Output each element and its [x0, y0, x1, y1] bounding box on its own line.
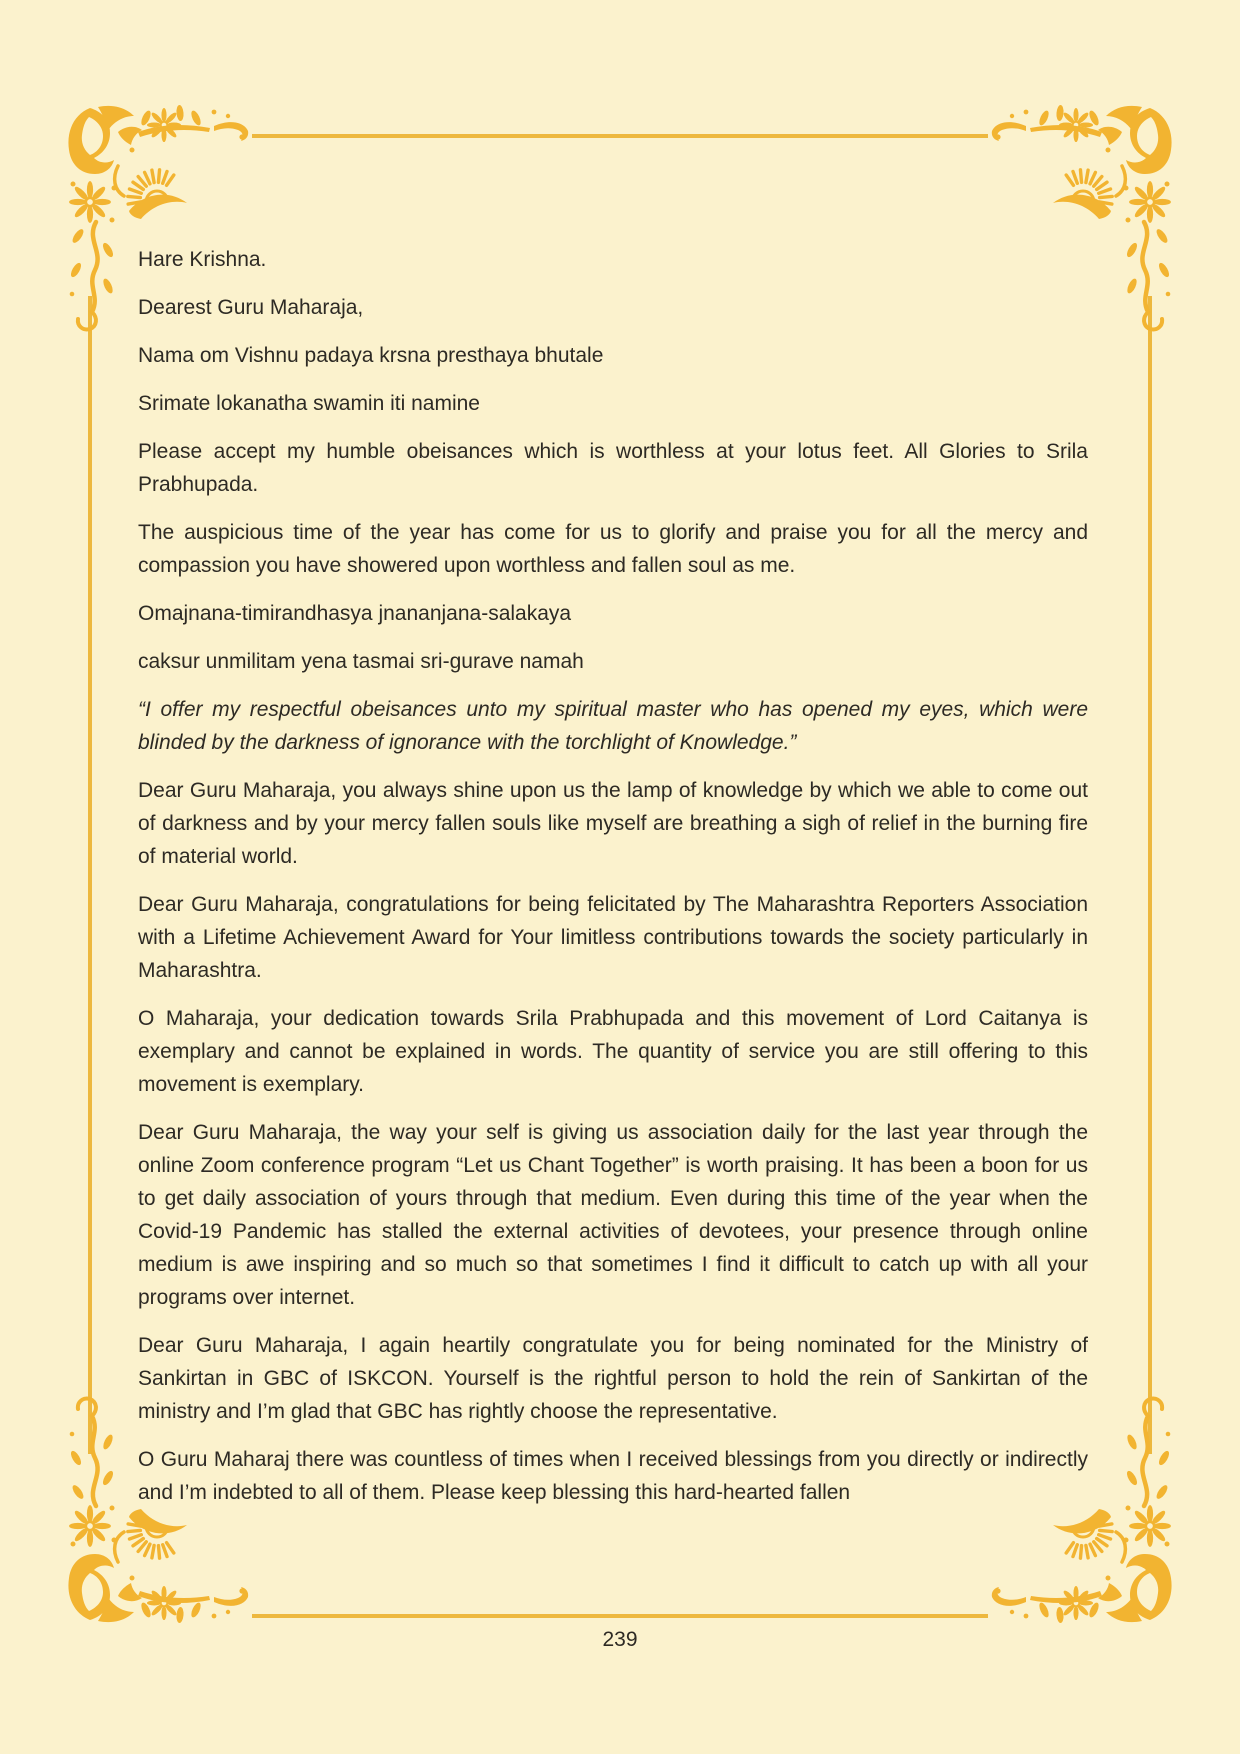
- paragraph-sankirtan-ministry: Dear Guru Maharaja, I again heartily congratulate you for being nominated for the Ministry of Sankirtan in GBC of ISKCON. Yourself is the rightful person to hold the rein of Sankirtan of the ministry and I’m glad that GBC has rightly choose the representative.: [138, 1334, 1088, 1423]
- paragraph-sloka-line-1: Omajnana-timirandhasya jnananjana-salakaya: [138, 602, 572, 625]
- page-number: 239: [602, 1628, 638, 1651]
- border-line-left: [88, 296, 92, 1454]
- paragraph-sloka-translation: “I offer my respectful obeisances unto my spiritual master who has opened my eyes, which were blinded by the darkness of ignorance with the torchlight of Knowledge.”: [138, 698, 1088, 754]
- paragraph-obeisances: Please accept my humble obeisances which is worthless at your lotus feet. All Glories to Srila Prabhupada.: [138, 440, 1088, 496]
- paragraph-zoom-program: Dear Guru Maharaja, the way your self is giving us association daily for the last year through the online Zoom conference program “Let us Chant Together” is worth praising. It has been a boon for us to get daily association of yours through that medium. Even during this time of the year when the Covid-19 Pandemic has stalled the external activities of devotees, your presence through online medium is awe inspiring and so much so that sometimes I find it difficult to catch up with all your programs over internet.: [138, 1121, 1088, 1309]
- letter-body: [138, 243, 1088, 1524]
- paragraph-lifetime-achievement: Dear Guru Maharaja, congratulations for being felicitated by The Maharashtra Reporters Association with a Lifetime Achievement Award for Your limitless contributions towards the society particularly in Maharashtra.: [138, 893, 1088, 982]
- paragraph-addressee: Dearest Guru Maharaja,: [138, 296, 364, 319]
- paragraph-salutation: Hare Krishna.: [138, 248, 267, 271]
- border-line-bottom: [252, 1614, 988, 1618]
- paragraph-pranam-mantra-line-1: Nama om Vishnu padaya krsna presthaya bhutale: [138, 344, 604, 367]
- paragraph-dedication: O Maharaja, your dedication towards Srila Prabhupada and this movement of Lord Caitanya is exemplary and cannot be explained in words. The quantity of service you are still offering to this movement is exemplary.: [138, 1007, 1088, 1096]
- paragraph-auspicious-time: The auspicious time of the year has come for us to glorify and praise you for all the mercy and compassion you have showered upon worthless and fallen soul as me.: [138, 521, 1088, 577]
- border-line-right: [1148, 296, 1152, 1454]
- paragraph-sloka-line-2: caksur unmilitam yena tasmai sri-gurave namah: [138, 650, 584, 673]
- paragraph-pranam-mantra-line-2: Srimate lokanatha swamin iti namine: [138, 392, 480, 415]
- border-line-top: [252, 134, 988, 138]
- paragraph-lamp-of-knowledge: Dear Guru Maharaja, you always shine upon us the lamp of knowledge by which we able to come out of darkness and by your mercy fallen souls like myself are breathing a sigh of relief in the burning fire of material world.: [138, 779, 1088, 868]
- paragraph-blessings: O Guru Maharaj there was countless of times when I received blessings from you directly or indirectly and I’m indebted to all of them. Please keep blessing this hard-hearted fallen: [138, 1448, 1088, 1504]
